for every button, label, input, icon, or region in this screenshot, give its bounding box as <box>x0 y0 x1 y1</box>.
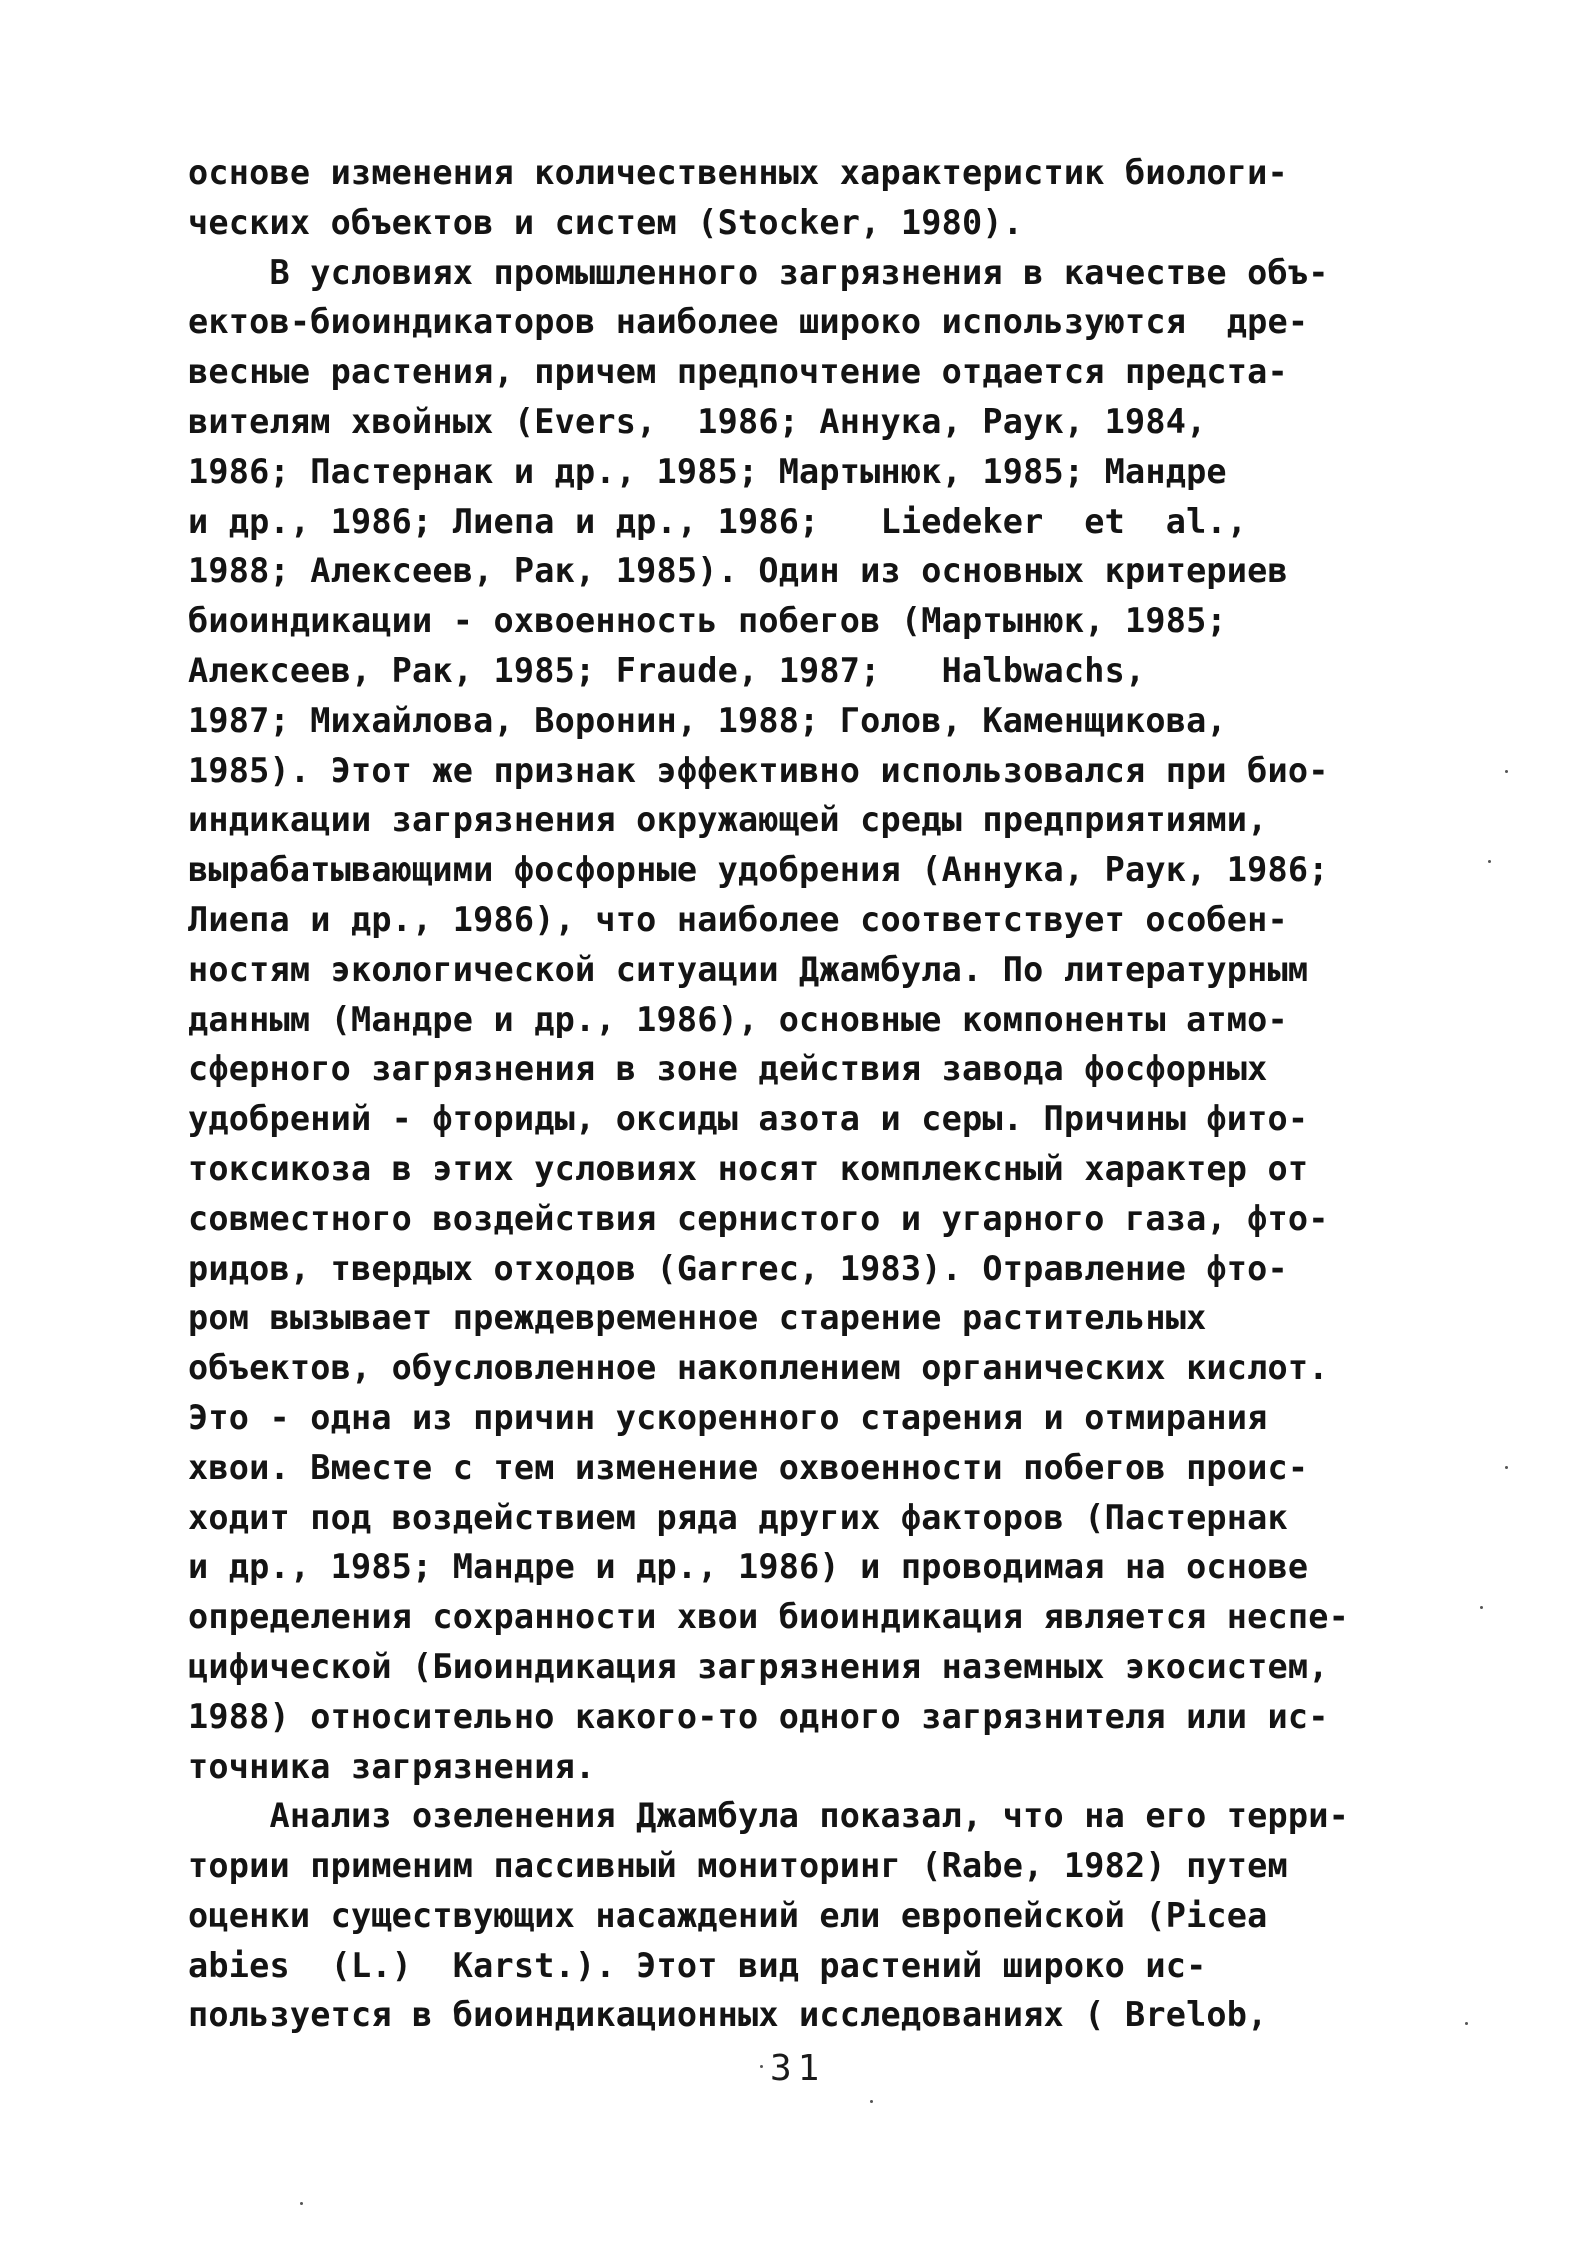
scan-speck <box>300 2202 303 2205</box>
text-line: ектов-биоиндикаторов наиболее широко используются дре- <box>188 302 1309 342</box>
text-line: и др., 1986; Лиепа и др., 1986; Liedeker et al., <box>188 501 1248 541</box>
scan-speck <box>1480 1606 1483 1609</box>
text-line: ридов, твердых отходов (Garrec, 1983). Отравление фто- <box>188 1248 1288 1288</box>
text-line: удобрений - фториды, оксиды азота и серы. Причины фито- <box>188 1099 1309 1139</box>
text-line: 1986; Пастернак и др., 1985; Мартынюк, 1985; Мандре <box>188 451 1227 491</box>
text-line: сферного загрязнения в зоне действия завода фосфорных <box>188 1049 1268 1089</box>
scan-speck <box>1505 770 1508 773</box>
text-line: цифической (Биоиндикация загрязнения наземных экосистем, <box>188 1646 1329 1686</box>
scan-speck <box>760 2065 763 2068</box>
text-line: В условиях промышленного загрязнения в качестве объ- <box>188 252 1329 292</box>
text-line: Лиепа и др., 1986), что наиболее соответствует особен- <box>188 899 1288 939</box>
scan-speck <box>1488 860 1491 863</box>
page-number: 31 <box>770 2048 826 2089</box>
text-line: объектов, обусловленное накоплением органических кислот. <box>188 1348 1329 1388</box>
text-line: весные растения, причем предпочтение отдается предста- <box>188 352 1288 392</box>
text-line: определения сохранности хвои биоиндикация является неспе- <box>188 1597 1350 1637</box>
scan-speck <box>1505 1466 1508 1469</box>
text-line: тории применим пассивный мониторинг (Rabe, 1982) путем <box>188 1846 1288 1886</box>
scan-speck <box>870 2100 873 2103</box>
text-line: 1988; Алексеев, Рак, 1985). Один из основных критериев <box>188 551 1288 591</box>
text-line: abies (L.) Karst.). Этот вид растений широко ис- <box>188 1945 1207 1985</box>
text-line: пользуется в биоиндикационных исследованиях ( Brelob, <box>188 1995 1268 2035</box>
text-line: индикации загрязнения окружающей среды предприятиями, <box>188 800 1268 840</box>
text-line: хвои. Вместе с тем изменение охвоенности побегов проис- <box>188 1447 1309 1487</box>
text-line: токсикоза в этих условиях носят комплексный характер от <box>188 1148 1309 1188</box>
text-line: основе изменения количественных характеристик биологи- <box>188 153 1288 192</box>
text-line: ром вызывает преждевременное старение растительных <box>188 1298 1207 1338</box>
body-text <box>188 148 1488 2040</box>
text-line: 1988) относительно какого-то одного загрязнителя или ис- <box>188 1696 1329 1736</box>
text-line: точника загрязнения. <box>188 1746 596 1786</box>
text-line: вырабатывающими фосфорные удобрения (Аннука, Раук, 1986; <box>188 850 1329 890</box>
text-line: Это - одна из причин ускоренного старения и отмирания <box>188 1397 1268 1437</box>
text-line: 1987; Михайлова, Воронин, 1988; Голов, Каменщикова, <box>188 700 1227 740</box>
text-line: 1985). Этот же признак эффективно использовался при био- <box>188 750 1329 790</box>
text-line: биоиндикации - охвоенность побегов (Мартынюк, 1985; <box>188 601 1227 641</box>
text-line: вителям хвойных (Evers, 1986; Аннука, Раук, 1984, <box>188 401 1207 441</box>
text-line: ностям экологической ситуации Джамбула. По литературным <box>188 949 1309 989</box>
text-line: ходит под воздействием ряда других факторов (Пастернак <box>188 1497 1288 1537</box>
text-line: оценки существующих насаждений ели европейской (Picea <box>188 1895 1268 1935</box>
text-line: и др., 1985; Мандре и др., 1986) и проводимая на основе <box>188 1547 1309 1587</box>
text-line: Алексеев, Рак, 1985; Fraude, 1987; Halbwachs, <box>188 650 1146 690</box>
scan-speck <box>1465 2022 1468 2025</box>
text-line: ческих объектов и систем (Stocker, 1980). <box>188 202 1024 242</box>
text-line: Анализ озеленения Джамбула показал, что на его терри- <box>188 1796 1350 1836</box>
text-line: совместного воздействия сернистого и угарного газа, фто- <box>188 1198 1329 1238</box>
text-line: данным (Мандре и др., 1986), основные компоненты атмо- <box>188 999 1288 1039</box>
